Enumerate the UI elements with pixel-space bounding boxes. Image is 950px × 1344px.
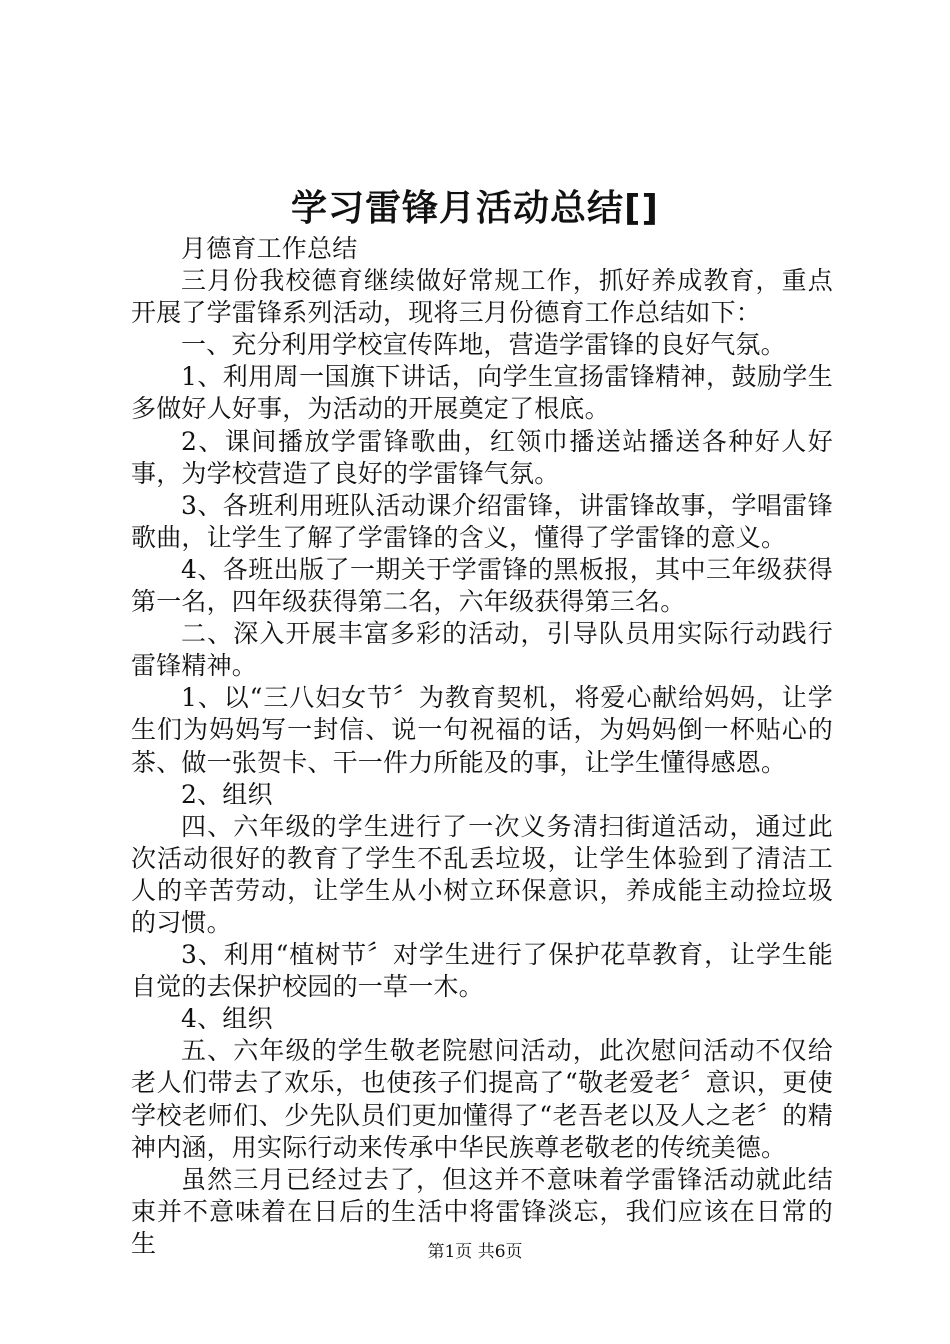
paragraph: 4、各班出版了一期关于学雷锋的黑板报，其中三年级获得第一名，四年级获得第二名，六年级获得第三名。 — [131, 554, 833, 617]
document-body — [131, 233, 833, 1260]
document-title: 学习雷锋月活动总结[] — [291, 188, 659, 229]
paragraph: 一、充分利用学校宣传阵地，营造学雷锋的良好气氛。 — [181, 330, 786, 360]
paragraph: 月德育工作总结 — [181, 234, 358, 263]
paragraph: 3、各班利用班队活动课介绍雷锋，讲雷锋故事，学唱雷锋歌曲，让学生了解了学雷锋的含义，懂得了学雷锋的意义。 — [131, 490, 833, 552]
paragraph: 五、六年级的学生敬老院慰问活动，此次慰问活动不仅给老人们带去了欢乐，也使孩子们提高了“敬老爱老〞意识，更使学校老师们、少先队员们更加懂得了“老吾老以及人之老〞的精神内涵，用实际行动来传承中华民族尊老敬老的传统美德。 — [131, 1036, 833, 1162]
paragraph: 三月份我校德育继续做好常规工作，抓好养成教育，重点开展了学雷锋系列活动，现将三月份德育工作总结如下： — [131, 266, 833, 328]
paragraph: 四、六年级的学生进行了一次义务清扫街道活动，通过此次活动很好的教育了学生不乱丢垃圾，让学生体验到了清洁工人的辛苦劳动，让学生从小树立环保意识，养成能主动捡垃圾的习惯。 — [131, 811, 833, 937]
paragraph: 虽然三月已经过去了，但这并不意味着学雷锋活动就此结束并不意味着在日后的生活中将雷锋淡忘，我们应该在日常的生 — [131, 1164, 833, 1258]
paragraph: 1、以“三八妇女节〞为教育契机，将爱心献给妈妈，让学生们为妈妈写一封信、说一句祝福的话，为妈妈倒一杯贴心的茶、做一张贺卡、干一件力所能及的事，让学生懂得感恩。 — [131, 683, 833, 777]
paragraph: 二、深入开展丰富多彩的活动，引导队员用实际行动践行雷锋精神。 — [131, 619, 833, 681]
paragraph: 1、利用周一国旗下讲话，向学生宣扬雷锋精神，鼓励学生多做好人好事，为活动的开展奠定了根底。 — [131, 362, 833, 424]
paragraph: 3、利用“植树节〞对学生进行了保护花草教育，让学生能自觉的去保护校园的一草一木。 — [131, 940, 833, 1002]
paragraph: 2、组织 — [181, 779, 273, 809]
paragraph: 2、课间播放学雷锋歌曲，红领巾播送站播送各种好人好事，为学校营造了良好的学雷锋气氛。 — [131, 426, 833, 488]
page-number: 第1页 共6页 — [427, 1242, 523, 1262]
paragraph: 4、组织 — [181, 1004, 273, 1034]
